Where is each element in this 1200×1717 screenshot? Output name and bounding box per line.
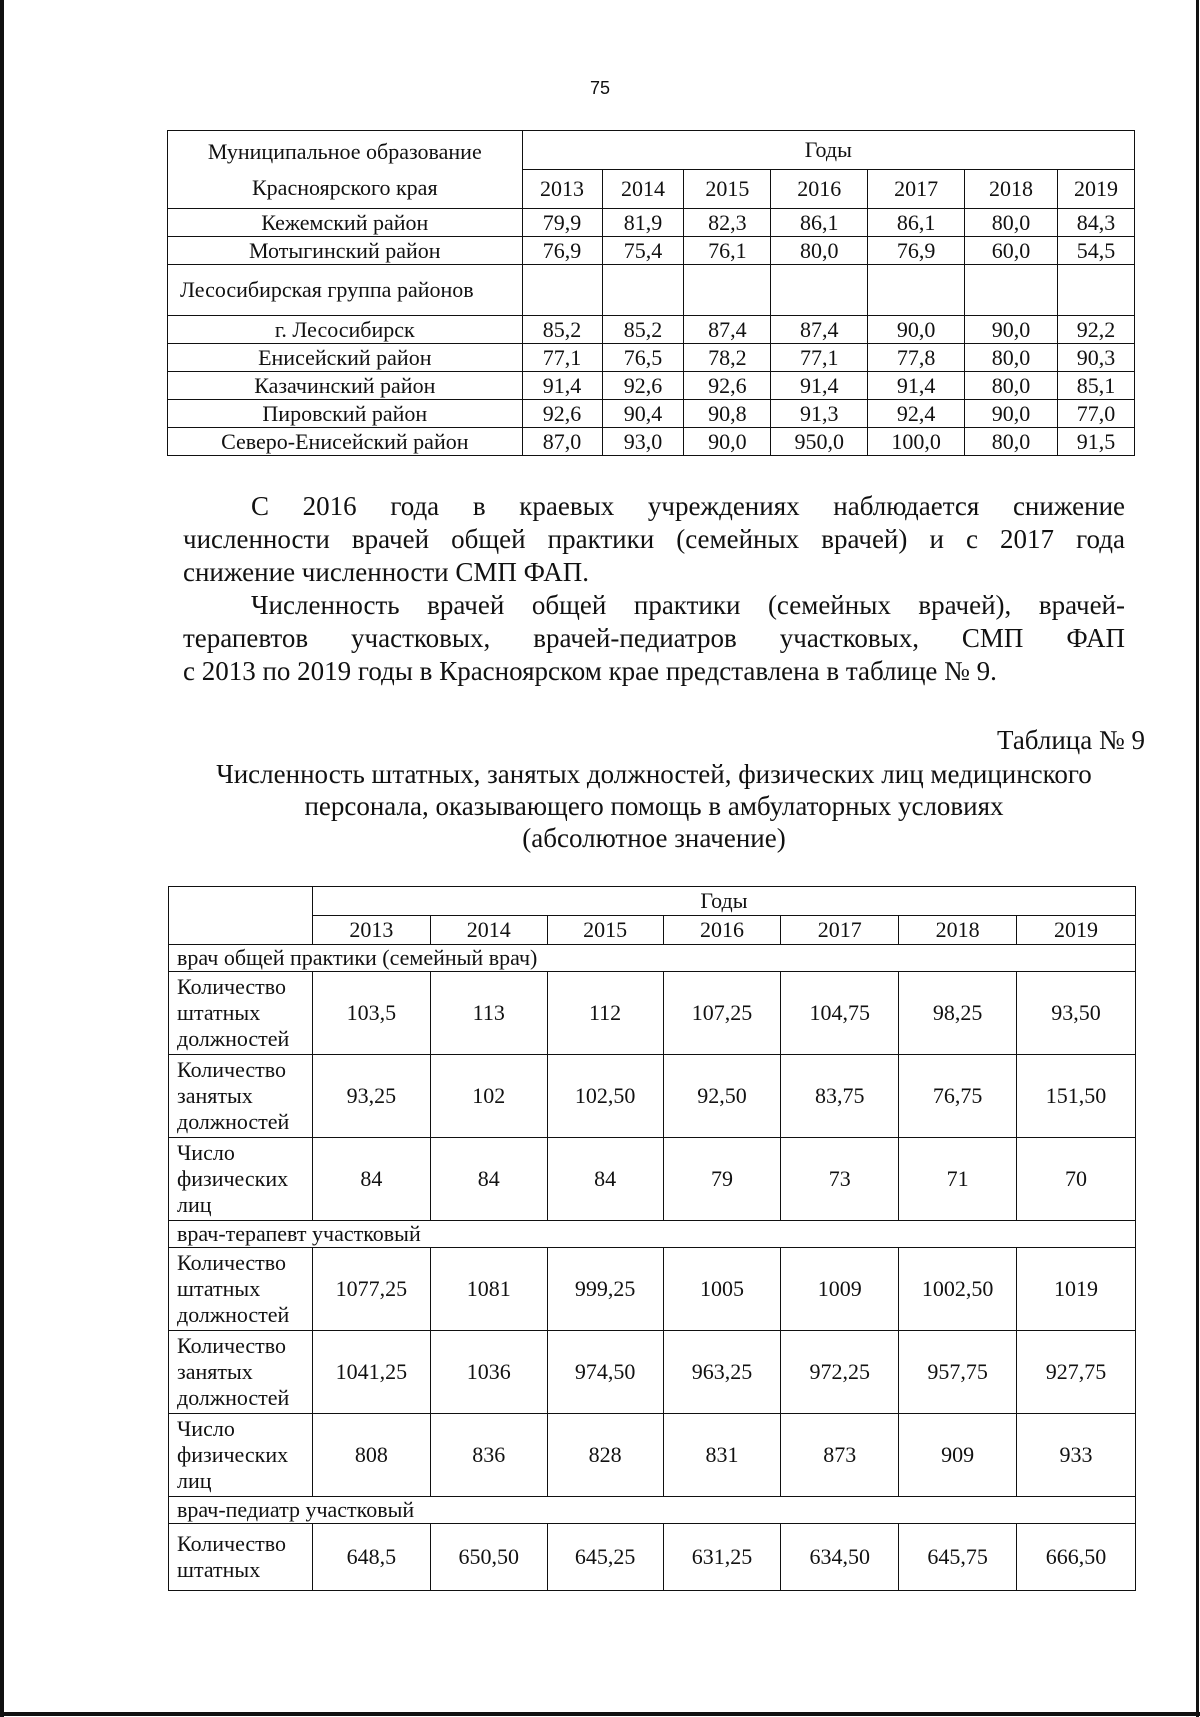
table1-header-municipality	[168, 131, 523, 209]
table2-metric-line: штатных	[177, 1276, 261, 1301]
table2-metric-line: Количество	[177, 974, 287, 999]
table1-cell: 91,4	[522, 372, 602, 400]
table1-municipality: Енисейский район	[168, 344, 523, 372]
table1-cell: 91,4	[771, 372, 868, 400]
paragraph-1	[183, 490, 1125, 589]
table2-metric-line: должностей	[177, 1385, 290, 1410]
paragraph-1-line: С 2016 года в краевых учреждениях наблюдается снижение	[251, 491, 1125, 521]
paragraph-1-line: численности врачей общей практики (семейных врачей) и с 2017 года	[183, 524, 1125, 554]
table2-cell: 634,50	[781, 1524, 899, 1591]
table2-cell: 84	[312, 1138, 430, 1221]
table2-cell: 70	[1017, 1138, 1136, 1221]
staff-table	[168, 886, 1136, 1591]
table1-cell: 54,5	[1058, 237, 1135, 265]
table1-cell: 90,0	[965, 400, 1058, 428]
table1-municipality: Казачинский район	[168, 372, 523, 400]
table2-cell: 933	[1017, 1414, 1136, 1497]
table1-cell: 92,4	[868, 400, 965, 428]
table2-year: 2015	[547, 916, 663, 945]
table1-cell: 76,9	[522, 237, 602, 265]
table2-metric	[169, 1248, 313, 1331]
page-frame-left	[0, 0, 4, 1717]
table1-cell: 92,2	[1058, 316, 1135, 344]
table1-cell: 77,0	[1058, 400, 1135, 428]
table2-row	[169, 972, 1136, 1055]
table1-header-row	[168, 131, 1135, 170]
table2-cell: 113	[430, 972, 547, 1055]
table2-year: 2019	[1017, 916, 1136, 945]
table1-cell: 84,3	[1058, 209, 1135, 237]
table2-section-row	[169, 1221, 1136, 1248]
table2-cell: 808	[312, 1414, 430, 1497]
table2-cell: 1009	[781, 1248, 899, 1331]
table2-cell: 645,75	[899, 1524, 1017, 1591]
page-frame-right	[1196, 0, 1199, 1717]
table1-cell: 81,9	[602, 209, 684, 237]
table2-metric-line: Количество	[177, 1250, 287, 1275]
table1-cell: 90,8	[684, 400, 771, 428]
table1-cell: 77,8	[868, 344, 965, 372]
table2-cell: 873	[781, 1414, 899, 1497]
table2-cell: 1019	[1017, 1248, 1136, 1331]
table1-year: 2014	[602, 170, 684, 209]
table2-metric	[169, 1331, 313, 1414]
table1-cell	[684, 265, 771, 316]
table2-cell: 836	[430, 1414, 547, 1497]
table1-cell	[522, 265, 602, 316]
table2-year: 2018	[899, 916, 1017, 945]
table1-cell: 87,4	[771, 316, 868, 344]
table2-cell: 103,5	[312, 972, 430, 1055]
table2-year: 2017	[781, 916, 899, 945]
table1-years-label: Годы	[522, 131, 1134, 170]
caption-line: Численность штатных, занятых должностей, физических лиц медицинского	[216, 759, 1092, 789]
table1-cell: 100,0	[868, 428, 965, 456]
table1-cell: 82,3	[684, 209, 771, 237]
page-number: 75	[589, 78, 611, 98]
table1-cell	[965, 265, 1058, 316]
table2-cell: 999,25	[547, 1248, 663, 1331]
table2-metric-line: штатных	[177, 1000, 261, 1025]
table2-header-empty	[169, 887, 313, 945]
table2-cell: 1081	[430, 1248, 547, 1331]
table2-cell: 102	[430, 1055, 547, 1138]
table1-cell: 90,0	[684, 428, 771, 456]
table1-cell: 90,0	[868, 316, 965, 344]
table1-cell	[602, 265, 684, 316]
table2-years-row	[169, 916, 1136, 945]
table1-body	[168, 209, 1135, 456]
paragraph-2	[183, 589, 1125, 688]
table2-cell: 631,25	[663, 1524, 781, 1591]
table2-cell: 927,75	[1017, 1331, 1136, 1414]
table1-cell: 80,0	[965, 428, 1058, 456]
table1-year: 2015	[684, 170, 771, 209]
table1-row	[168, 344, 1135, 372]
table2-cell: 974,50	[547, 1331, 663, 1414]
table2-metric-line: должностей	[177, 1109, 290, 1134]
table2-metric-line: лиц	[177, 1192, 212, 1217]
table2-row	[169, 1138, 1136, 1221]
table2-cell: 83,75	[781, 1055, 899, 1138]
table1-cell: 90,3	[1058, 344, 1135, 372]
table1-year: 2016	[771, 170, 868, 209]
table2-cell: 972,25	[781, 1331, 899, 1414]
table1-cell: 77,1	[522, 344, 602, 372]
municipal-table	[167, 130, 1135, 456]
table2-cell: 648,5	[312, 1524, 430, 1591]
table2-metric	[169, 1138, 313, 1221]
table1-header-line-2: Красноярского края	[252, 174, 438, 200]
table2-row	[169, 1524, 1136, 1591]
table2-year: 2013	[312, 916, 430, 945]
table2-section-title: врач-терапевт участковый	[169, 1221, 1136, 1248]
table1-municipality: Северо-Енисейский район	[168, 428, 523, 456]
table2-cell: 84	[547, 1138, 663, 1221]
table1-cell	[868, 265, 965, 316]
table1-year: 2013	[522, 170, 602, 209]
table1-cell	[1058, 265, 1135, 316]
table2-metric-line: Количество	[177, 1057, 287, 1082]
table1-cell: 78,2	[684, 344, 771, 372]
table-caption	[183, 758, 1125, 854]
table1-cell: 92,6	[602, 372, 684, 400]
table2-metric-line: физических	[177, 1442, 289, 1467]
table1-cell: 93,0	[602, 428, 684, 456]
paragraph-2-line: Численность врачей общей практики (семейных врачей), врачей-	[251, 590, 1125, 620]
table1-municipality: Лесосибирская группа районов	[168, 265, 523, 316]
table2-cell: 963,25	[663, 1331, 781, 1414]
table1-cell: 86,1	[771, 209, 868, 237]
table2-cell: 909	[899, 1414, 1017, 1497]
table1-row	[168, 237, 1135, 265]
table1-cell: 92,6	[522, 400, 602, 428]
table2-row	[169, 1055, 1136, 1138]
table2-year: 2016	[663, 916, 781, 945]
table1-row	[168, 372, 1135, 400]
table1-row	[168, 209, 1135, 237]
table2-metric-line: должностей	[177, 1302, 290, 1327]
table1-cell: 87,4	[684, 316, 771, 344]
table1-municipality: г. Лесосибирск	[168, 316, 523, 344]
table2-row	[169, 1248, 1136, 1331]
table1-year: 2018	[965, 170, 1058, 209]
table1-cell: 79,9	[522, 209, 602, 237]
table1-cell: 76,9	[868, 237, 965, 265]
table1-cell: 85,2	[602, 316, 684, 344]
table2-metric-line: Количество	[177, 1333, 287, 1358]
table1-cell: 80,0	[965, 372, 1058, 400]
paragraph-1-line: снижение численности СМП ФАП.	[183, 557, 589, 587]
caption-line: персонала, оказывающего помощь в амбулаторных условиях	[304, 791, 1004, 821]
table2-cell: 831	[663, 1414, 781, 1497]
table1-cell: 91,5	[1058, 428, 1135, 456]
table2-cell: 1077,25	[312, 1248, 430, 1331]
table2-cell: 1036	[430, 1331, 547, 1414]
table2-cell: 79	[663, 1138, 781, 1221]
table2-metric	[169, 1524, 313, 1591]
table2-cell: 151,50	[1017, 1055, 1136, 1138]
table2-metric	[169, 1055, 313, 1138]
table1-row	[168, 316, 1135, 344]
table2-metric-line: физических	[177, 1166, 289, 1191]
table1-cell: 80,0	[771, 237, 868, 265]
table1-cell: 75,4	[602, 237, 684, 265]
table1-cell: 90,4	[602, 400, 684, 428]
table2-cell: 98,25	[899, 972, 1017, 1055]
table1-year: 2019	[1058, 170, 1135, 209]
table1-municipality: Пировский район	[168, 400, 523, 428]
table2-cell: 84	[430, 1138, 547, 1221]
table2-metric-line: занятых	[177, 1083, 253, 1108]
table1-cell: 77,1	[771, 344, 868, 372]
table1-cell: 80,0	[965, 344, 1058, 372]
table1-cell: 76,5	[602, 344, 684, 372]
table1-cell: 950,0	[771, 428, 868, 456]
table2-metric-line: Число	[177, 1140, 235, 1165]
table2-cell: 1002,50	[899, 1248, 1017, 1331]
table2-row	[169, 1414, 1136, 1497]
table2-section-row	[169, 945, 1136, 972]
table1-cell: 87,0	[522, 428, 602, 456]
table2-metric-line: Количество	[177, 1531, 287, 1556]
table2-cell: 1005	[663, 1248, 781, 1331]
table2-cell: 92,50	[663, 1055, 781, 1138]
table2-metric	[169, 1414, 313, 1497]
table1-cell: 85,1	[1058, 372, 1135, 400]
table2-body	[169, 945, 1136, 1591]
table2-metric	[169, 972, 313, 1055]
table2-cell: 112	[547, 972, 663, 1055]
table2-cell: 76,75	[899, 1055, 1017, 1138]
table2-section-title: врач общей практики (семейный врач)	[169, 945, 1136, 972]
table2-year: 2014	[430, 916, 547, 945]
table-label: Таблица № 9	[997, 725, 1145, 755]
table2-cell: 828	[547, 1414, 663, 1497]
table2-cell: 93,25	[312, 1055, 430, 1138]
table1-cell	[771, 265, 868, 316]
table2-cell: 645,25	[547, 1524, 663, 1591]
table2-cell: 102,50	[547, 1055, 663, 1138]
table2-cell: 107,25	[663, 972, 781, 1055]
table2-metric-line: должностей	[177, 1026, 290, 1051]
table1-cell: 91,4	[868, 372, 965, 400]
table2-cell: 93,50	[1017, 972, 1136, 1055]
table2-cell: 71	[899, 1138, 1017, 1221]
table1-row	[168, 428, 1135, 456]
table1-cell: 91,3	[771, 400, 868, 428]
table2-cell: 957,75	[899, 1331, 1017, 1414]
paragraph-2-line: с 2013 по 2019 годы в Красноярском крае представлена в таблице № 9.	[183, 656, 997, 686]
table2-cell: 666,50	[1017, 1524, 1136, 1591]
table2-cell: 73	[781, 1138, 899, 1221]
table2-cell: 650,50	[430, 1524, 547, 1591]
table2-metric-line: штатных	[177, 1557, 261, 1582]
table2-row	[169, 1331, 1136, 1414]
table1-cell: 90,0	[965, 316, 1058, 344]
table1-cell: 92,6	[684, 372, 771, 400]
page-frame-bottom	[0, 1712, 1200, 1716]
table2-section-title: врач-педиатр участковый	[169, 1497, 1136, 1524]
table2-section-row	[169, 1497, 1136, 1524]
table1-municipality: Мотыгинский район	[168, 237, 523, 265]
table2-cell: 1041,25	[312, 1331, 430, 1414]
table1-cell: 60,0	[965, 237, 1058, 265]
table1-year: 2017	[868, 170, 965, 209]
table2-cell: 104,75	[781, 972, 899, 1055]
table1-row	[168, 265, 1135, 316]
table2-years-label: Годы	[312, 887, 1135, 916]
paragraph-2-line: терапевтов участковых, врачей-педиатров участковых, СМП ФАП	[183, 623, 1125, 653]
table1-cell: 76,1	[684, 237, 771, 265]
table1-municipality: Кежемский район	[168, 209, 523, 237]
table2-metric-line: лиц	[177, 1468, 212, 1493]
table2-header-row	[169, 887, 1136, 916]
table2-metric-line: занятых	[177, 1359, 253, 1384]
table1-cell: 80,0	[965, 209, 1058, 237]
table1-cell: 86,1	[868, 209, 965, 237]
caption-line: (абсолютное значение)	[522, 823, 786, 853]
table2-metric-line: Число	[177, 1416, 235, 1441]
table1-row	[168, 400, 1135, 428]
table1-cell: 85,2	[522, 316, 602, 344]
table1-header-line-1: Муниципальное образование	[207, 139, 482, 165]
